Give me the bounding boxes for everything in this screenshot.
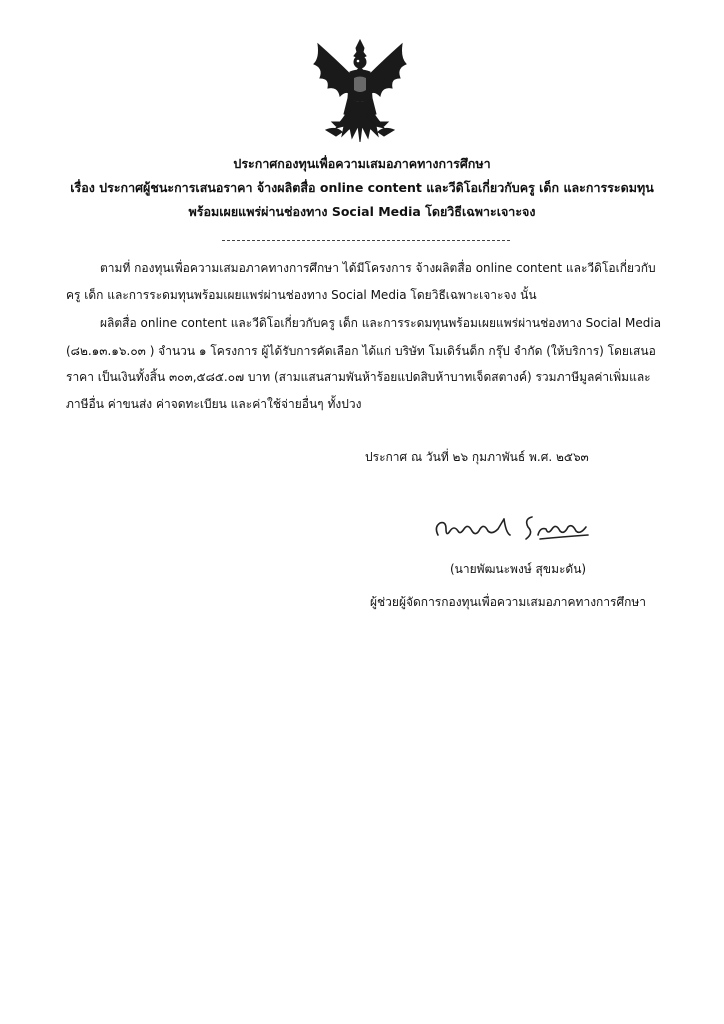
signer-position: ผู้ช่วยผู้จัดการกองทุนเพื่อความเสมอภาคทางการศึกษา xyxy=(370,595,647,609)
paragraph-2-line-4: ภาษีอื่น ค่าขนส่ง ค่าจดทะเบียน และค่าใช้จ่ายอื่นๆ ทั้งปวง xyxy=(66,397,362,411)
organization-heading: ประกาศกองทุนเพื่อความเสมอภาคทางการศึกษา xyxy=(233,156,491,171)
handwritten-signature-icon xyxy=(420,505,600,549)
garuda-emblem-icon xyxy=(306,38,414,148)
title-block xyxy=(40,152,684,224)
subject-line-2: พร้อมเผยแพร่ผ่านช่องทาง Social Media โดยวิธีเฉพาะเจาะจง xyxy=(188,204,536,219)
paragraph-1-line-2: ครู เด็ก และการระดมทุนพร้อมเผยแพร่ผ่านช่องทาง Social Media โดยวิธีเฉพาะเจาะจง นั้น xyxy=(66,288,537,302)
paragraph-2-line-2: (๘๒.๑๓.๑๖.๐๓ ) จำนวน ๑ โครงการ ผู้ได้รับการคัดเลือก ได้แก่ บริษัท โมเดิร์นด็ก กรุ๊ป จำกัด (ให้บริการ) โดยเสนอ xyxy=(66,344,656,358)
announcement-date: ประกาศ ณ วันที่ ๒๖ กุมภาพันธ์ พ.ศ. ๒๕๖๓ xyxy=(365,450,589,464)
subject-line-1: เรื่อง ประกาศผู้ชนะการเสนอราคา จ้างผลิตสื่อ online content และวีดิโอเกี่ยวกับครู เด็ก และการระดมทุน xyxy=(70,180,654,195)
paragraph-2-line-3: ราคา เป็นเงินทั้งสิ้น ๓๐๓,๕๘๕.๐๗ บาท (สามแสนสามพันห้าร้อยแปดสิบห้าบาทเจ็ดสตางค์) รวมภาษีมูลค่าเพิ่มและ xyxy=(66,370,651,384)
paragraph-2-line-1: ผลิตสื่อ online content และวีดิโอเกี่ยวกับครู เด็ก และการระดมทุนพร้อมเผยแพร่ผ่านช่องทาง Social Media xyxy=(100,316,662,330)
signer-name: (นายพัฒนะพงษ์ สุขมะดัน) xyxy=(450,562,587,576)
paragraph-1-line-1: ตามที่ กองทุนเพื่อความเสมอภาคทางการศึกษา ได้มีโครงการ จ้างผลิตสื่อ online content และวีดิโอเกี่ยวกับ xyxy=(100,261,656,275)
dashed-divider xyxy=(222,240,510,241)
